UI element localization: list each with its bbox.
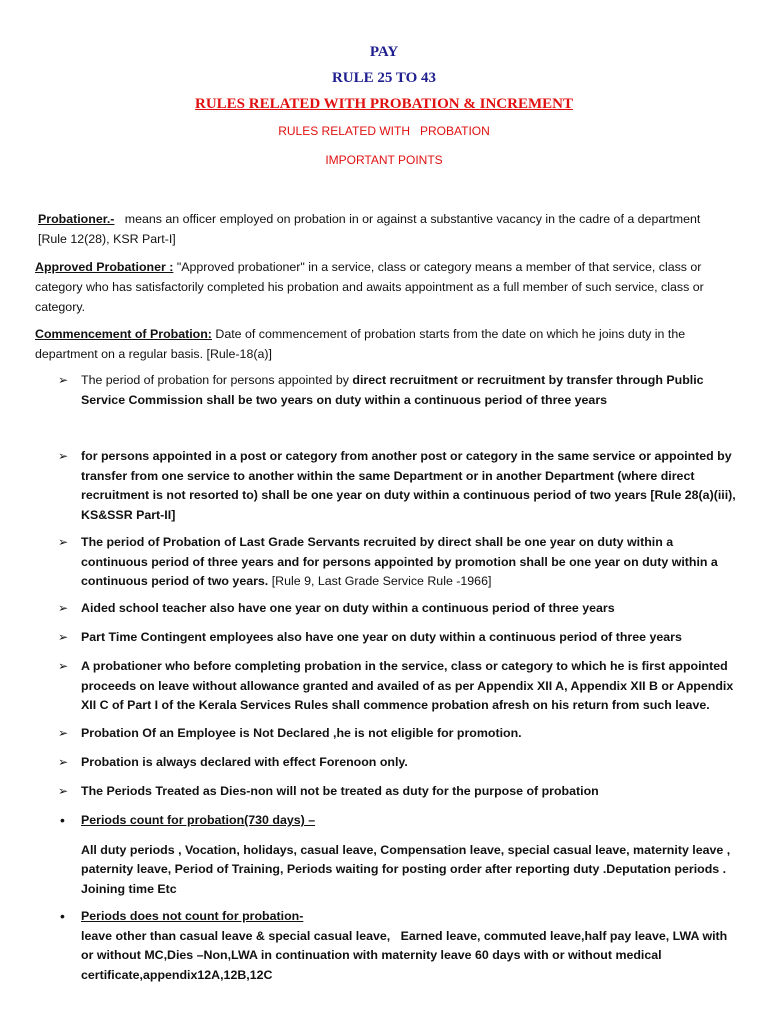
subtitle-important-points: IMPORTANT POINTS: [325, 153, 443, 167]
periods-not-count-heading: Periods does not count for probation-: [81, 909, 304, 923]
arrow-bullet-icon: ➢: [58, 630, 69, 644]
main-title: RULES RELATED WITH PROBATION & INCREMENT: [195, 96, 573, 112]
definition-commencement-text: Date of commencement of probation starts from the date on which he joins duty in the department on a regular basis. [Rule-18(a)]: [35, 327, 686, 361]
bullet-item: [58, 782, 738, 802]
periods-count-heading: Periods count for probation(730 days) –: [81, 813, 316, 827]
bullet-text: Part Time Contingent employees also have one year on duty within a continuous period of three years: [81, 630, 682, 644]
bullet-text: The period of probation for persons appointed by: [81, 373, 353, 387]
bullet-item-periods-count: [58, 811, 738, 899]
header-pay: PAY: [369, 44, 399, 60]
arrow-bullet-icon: ➢: [58, 726, 69, 740]
bullet-text: The Periods Treated as Dies-non will not be treated as duty for the purpose of probation: [81, 784, 599, 798]
arrow-bullet-icon: ➢: [58, 784, 69, 798]
definition-approved-probationer: [35, 257, 725, 317]
definition-commencement: [35, 324, 725, 364]
header-rule-range: RULE 25 TO 43: [331, 70, 437, 86]
periods-not-count-text: leave other than casual leave & special casual leave, Earned leave, commuted leave,half pay leave, LWA with or without MC,Dies –Non,LWA in continuation with maternity leave 60 days with or without medical certificate,appendix12A,12B,12C: [81, 928, 731, 982]
bullet-text-bold: The period of Probation of Last Grade Servants recruited by direct shall be one year on duty within a continuous period of three years and for persons appointed by promotion shall be one year on duty within a continuous period of two years.: [81, 535, 718, 588]
subtitle-probation: RULES RELATED WITH PROBATION: [278, 124, 490, 138]
bullet-text-bold: direct recruitment or recruitment by transfer through Public Service Commission shall be two years on duty within a continuous period of three years: [81, 373, 704, 407]
bullet-text: Aided school teacher also have one year on duty within a continuous period of three years: [81, 601, 615, 615]
periods-count-text: All duty periods , Vocation, holidays, casual leave, Compensation leave, special casual leave, maternity leave , paternity leave, Period of Training, Periods waiting for posting order after reporting duty .Deputation periods . Joining time Etc: [81, 842, 731, 896]
bullet-text: A probationer who before completing probation in the service, class or category to which he is first appointed proceeds on leave without allowance granted and availed of as per Appendix XII A, Appendix XII B or Appendix XII C of Part I of the Kerala Services Rules shall commence probation afresh on his return from such leave.: [81, 659, 734, 712]
bullet-item: [58, 657, 738, 716]
bullet-item: [58, 628, 738, 648]
bullet-text: [Rule 9, Last Grade Service Rule -1966]: [268, 574, 492, 588]
bullet-item: [58, 533, 738, 592]
definition-approved-text: "Approved probationer" in a service, class or category means a member of that service, class or category who has satisfactorily completed his probation and awaits appointment as a full member of such service, class or category.: [35, 260, 708, 314]
bullet-item: [58, 599, 738, 619]
term-approved-probationer: Approved Probationer :: [35, 260, 174, 274]
arrow-bullet-icon: ➢: [58, 535, 69, 549]
bullet-text: Probation is always declared with effect Forenoon only.: [81, 755, 408, 769]
bullet-item-periods-not-count: [58, 907, 738, 985]
arrow-bullet-icon: ➢: [58, 373, 69, 387]
arrow-bullet-icon: ➢: [58, 659, 69, 673]
term-commencement: Commencement of Probation:: [35, 327, 212, 341]
dot-bullet-icon: •: [60, 812, 65, 828]
definition-probationer-text: means an officer employed on probation in or against a substantive vacancy in the cadre of a department [Rule 12(28), KSR Part-I]: [38, 212, 704, 246]
bullet-item: [58, 371, 738, 410]
dot-bullet-icon: •: [60, 908, 65, 924]
bullet-item: [58, 724, 738, 744]
definition-probationer: [38, 209, 728, 249]
arrow-bullet-icon: ➢: [58, 755, 69, 769]
arrow-bullet-icon: ➢: [58, 601, 69, 615]
bullet-text: for persons appointed in a post or category from another post or category in the same service or appointed by transfer from one service to another within the same Department or in another Department (where direct recruitment is not resorted to) shall be one year on duty within a continuous period of two years [Rule 28(a)(iii), KS&SSR Part-II]: [81, 449, 736, 522]
term-probationer: Probationer.-: [38, 212, 115, 226]
bullet-item: [58, 753, 738, 773]
bullet-item: [58, 447, 738, 525]
arrow-bullet-icon: ➢: [58, 449, 69, 463]
bullet-text: Probation Of an Employee is Not Declared ,he is not eligible for promotion.: [81, 726, 522, 740]
